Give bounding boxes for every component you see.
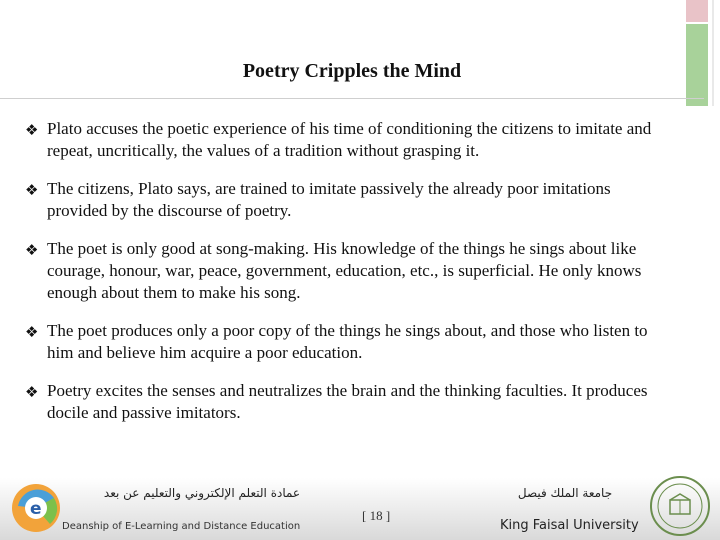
elearning-logo-icon [8, 476, 68, 536]
university-english-name: King Faisal University [500, 518, 639, 533]
diamond-bullet-icon: ❖ [25, 241, 39, 259]
deanship-english-name: Deanship of E-Learning and Distance Education [62, 521, 301, 532]
bullet-text: The poet produces only a poor copy of the things he sings about, and those who listen to him and believe him acquire a poor education. [47, 321, 648, 362]
slide-title: Poetry Cripples the Mind [242, 60, 462, 82]
diamond-bullet-icon: ❖ [25, 323, 39, 341]
bullet-text: Plato accuses the poetic experience of his time of conditioning the citizens to imitate and repeat, uncritically, the values of a tradition without grasping it. [47, 119, 652, 160]
corner-accent-pink [686, 0, 708, 22]
bullet-text: The citizens, Plato says, are trained to imitate passively the already poor imitations provided by the discourse of poetry. [47, 179, 611, 220]
svg-text:e: e [30, 499, 42, 519]
title-divider [0, 98, 704, 99]
corner-accent-line [712, 0, 714, 106]
university-arabic-name: جامعة الملك فيصل [517, 486, 613, 500]
bullet-item [25, 320, 675, 364]
diamond-bullet-icon: ❖ [25, 383, 39, 401]
page-number: [ 18 ] [362, 508, 391, 523]
bullet-text: The poet is only good at song-making. His knowledge of the things he sings about like courage, honour, war, peace, government, education, etc., is superficial. He only knows enough about them to make his song. [47, 239, 642, 302]
deanship-arabic-name: عمادة التعلم الإلكتروني والتعليم عن بعد [103, 486, 301, 500]
bullet-item [25, 238, 675, 304]
bullet-list [25, 118, 675, 424]
diamond-bullet-icon: ❖ [25, 121, 39, 139]
diamond-bullet-icon: ❖ [25, 181, 39, 199]
bullet-item [25, 178, 675, 222]
bullet-item [25, 118, 675, 162]
university-seal-icon [648, 474, 712, 538]
bullet-text: Poetry excites the senses and neutralizes the brain and the thinking faculties. It produces docile and passive imitators. [47, 381, 648, 422]
bullet-item [25, 380, 675, 424]
